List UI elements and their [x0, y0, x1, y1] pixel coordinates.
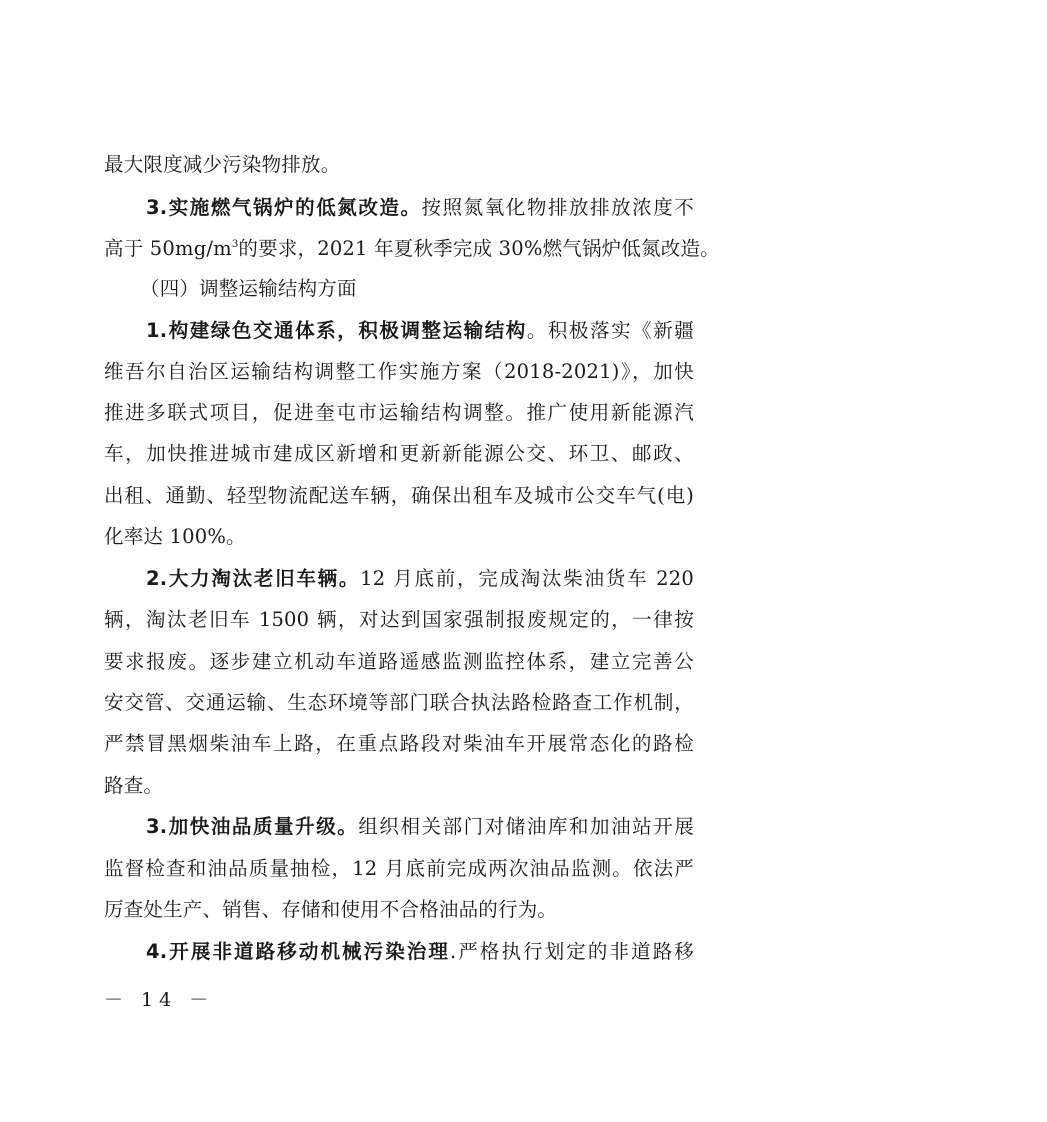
- body-text: 推进多联式项目，促进奎屯市运输结构调整。推广使用新能源汽: [104, 401, 694, 424]
- paragraph-line: [104, 889, 694, 930]
- paragraph-line: [104, 641, 694, 682]
- paragraph-line: [104, 475, 694, 516]
- body-text: 12 月底前，完成淘汰柴油货车 220: [360, 567, 694, 590]
- paragraph-line: [104, 351, 694, 392]
- body-text: 辆，淘汰老旧车 1500 辆，对达到国家强制报废规定的，一律按: [104, 608, 694, 631]
- paragraph-line: [104, 392, 694, 433]
- paragraph-line: [104, 765, 694, 806]
- body-text: 路查。: [104, 774, 164, 797]
- item-title: 4.开展非道路移动机械污染治理: [146, 940, 451, 963]
- item-heading-line: [146, 931, 694, 972]
- paragraph-line: [104, 848, 694, 889]
- body-text: 要求报废。逐步建立机动车道路遥感监测监控体系，建立完善公: [104, 650, 694, 673]
- item-title: 3.加快油品质量升级。: [146, 815, 359, 838]
- body-text: 最大限度减少污染物排放。: [104, 153, 341, 176]
- body-text: 安交管、交通运输、生态环境等部门联合执法路检路查工作机制，: [104, 691, 694, 714]
- body-text: 按照氮氧化物排放排放浓度不: [421, 196, 694, 219]
- body-text: 。积极落实《新疆: [526, 319, 694, 342]
- body-text: 厉查处生产、销售、存储和使用不合格油品的行为。: [104, 898, 558, 921]
- body-text: 组织相关部门对储油库和加油站开展: [358, 815, 694, 838]
- paragraph-line: [104, 723, 694, 764]
- body-text: 严禁冒黑烟柴油车上路，在重点路段对柴油车开展常态化的路检: [104, 732, 694, 755]
- paragraph-line: [104, 682, 694, 723]
- paragraph-line: [104, 599, 694, 640]
- body-text: .严格执行划定的非道路移: [450, 940, 694, 963]
- item-heading-line: [146, 806, 694, 847]
- body-text: 出租、通勤、轻型物流配送车辆，确保出租车及城市公交车气(电): [104, 484, 694, 507]
- paragraph-line: [104, 228, 720, 269]
- item-heading-line: [146, 558, 694, 599]
- body-text: 的要求，2021 年夏秋季完成 30%燃气锅炉低氮改造。: [238, 237, 720, 260]
- body-text: 车，加快推进城市建成区新增和更新新能源公交、环卫、邮政、: [104, 442, 694, 465]
- item-title: 2.大力淘汰老旧车辆。: [146, 567, 361, 590]
- body-text: 化率达 100%。: [104, 525, 246, 548]
- paragraph-line: [104, 516, 694, 557]
- paragraph-line: [104, 433, 694, 474]
- item-title: 1.构建绿色交通体系，积极调整运输结构: [146, 319, 527, 342]
- body-text: 高于 50mg/m: [104, 237, 232, 260]
- body-text: 维吾尔自治区运输结构调整工作实施方案（2018-2021)》，加快: [104, 360, 694, 383]
- body-text: 监督检查和油品质量抽检，12 月底前完成两次油品监测。依法严: [104, 857, 694, 880]
- section-heading: [140, 268, 688, 309]
- superscript: 3: [231, 239, 239, 250]
- item-heading-line: [146, 187, 694, 228]
- item-title: 3.实施燃气锅炉的低氮改造。: [146, 196, 422, 219]
- item-heading-line: [146, 310, 694, 351]
- section-title: （四）调整运输结构方面: [140, 277, 357, 300]
- page-number: － 14 －: [104, 989, 215, 1011]
- paragraph-line: [104, 144, 694, 185]
